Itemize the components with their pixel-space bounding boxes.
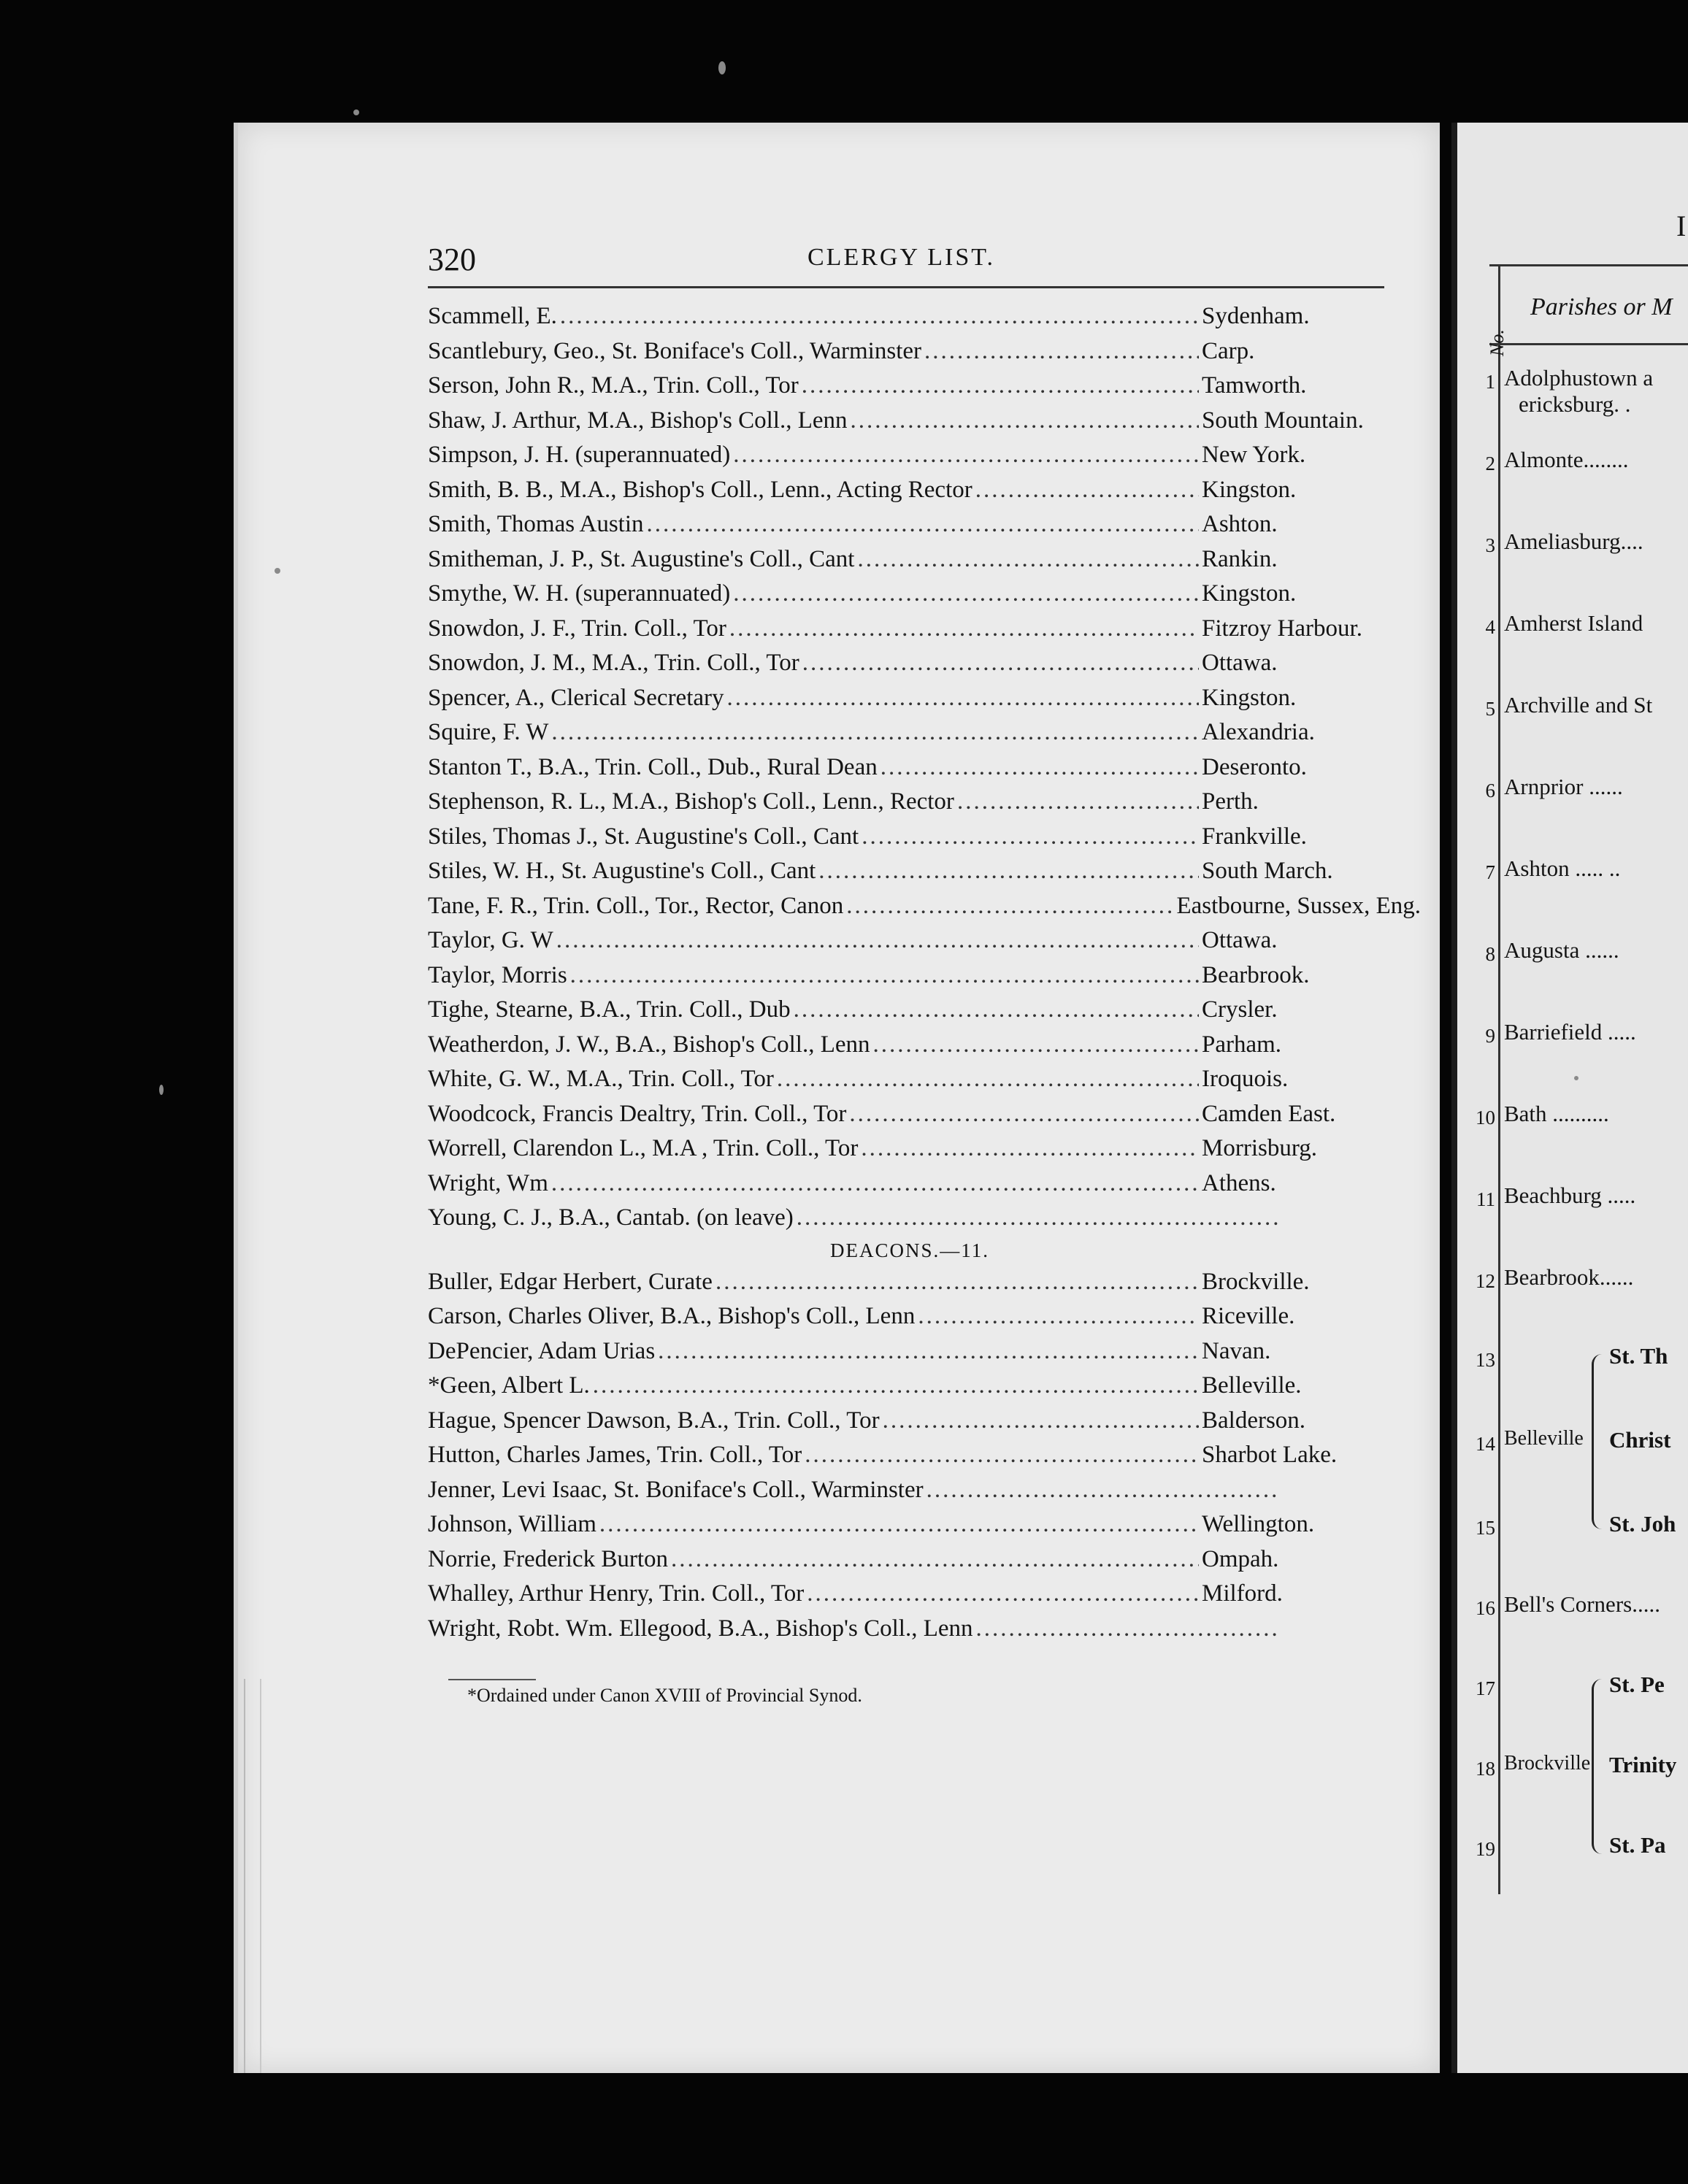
clergy-name: Taylor, G. W [428, 927, 553, 953]
footnote-rule [448, 1679, 536, 1680]
clergy-name: Snowdon, J. M., M.A., Trin. Coll., Tor [428, 650, 799, 676]
leader-dots [556, 923, 1199, 958]
clergy-name: Jenner, Levi Isaac, St. Boniface's Coll., Warminster [428, 1476, 924, 1503]
parish-name: Beachburg ..... [1504, 1183, 1636, 1208]
right-table-column-rule [1498, 266, 1500, 1894]
leader-dots [849, 1097, 1199, 1132]
parish-number: 5 [1485, 698, 1495, 720]
clergy-name: Worrell, Clarendon L., M.A , Trin. Coll., Tor [428, 1135, 859, 1161]
clergy-place: Ottawa. [1202, 927, 1278, 953]
parish-name: Ashton ..... .. [1504, 855, 1621, 881]
clergy-place: Fitzroy Harbour. [1202, 615, 1362, 642]
clergy-place: Milford. [1202, 1580, 1283, 1607]
clergy-name: DePencier, Adam Urias [428, 1337, 656, 1364]
clergy-place: Kingston. [1202, 580, 1297, 607]
clergy-place: Balderson. [1202, 1407, 1306, 1434]
clergy-name: Smitheman, J. P., St. Augustine's Coll., Cant [428, 545, 855, 572]
clergy-entry [428, 1265, 1421, 1300]
leader-dots [729, 612, 1199, 647]
leader-dots [851, 404, 1199, 439]
parish-number: 8 [1485, 943, 1495, 965]
leader-dots [857, 542, 1199, 577]
clergy-entry [428, 1166, 1421, 1201]
clergy-name: Weatherdon, J. W., B.A., Bishop's Coll., Lenn [428, 1031, 870, 1058]
clergy-place: Sharbot Lake. [1202, 1442, 1338, 1468]
leader-dots [861, 1131, 1199, 1166]
leader-dots [794, 993, 1199, 1028]
clergy-place: Brockville. [1202, 1268, 1310, 1295]
clergy-place: Camden East. [1202, 1100, 1336, 1127]
parish-name: Brockville [1504, 1752, 1591, 1774]
parish-name: St. Pe [1609, 1672, 1665, 1697]
parish-name: Barriefield ..... [1504, 1019, 1636, 1045]
clergy-entry [428, 612, 1421, 647]
leader-dots [733, 577, 1199, 612]
clergy-name: Carson, Charles Oliver, B.A., Bishop's Coll., Lenn [428, 1303, 916, 1329]
leader-dots [733, 438, 1199, 473]
leader-dots [802, 646, 1199, 681]
parish-number: 16 [1476, 1597, 1495, 1619]
clergy-entry [428, 334, 1421, 369]
parish-number: 18 [1476, 1758, 1495, 1780]
leader-dots [927, 1473, 1279, 1508]
clergy-place: Carp. [1202, 337, 1255, 364]
clergy-place: Iroquois. [1202, 1066, 1289, 1092]
clergy-entry [428, 854, 1421, 889]
parish-name: St. Joh [1609, 1511, 1676, 1537]
clergy-entry [428, 715, 1421, 750]
parish-name-continued: ericksburg. . [1519, 391, 1631, 417]
clergy-place: Parham. [1202, 1031, 1282, 1058]
brace-mark [1592, 1679, 1604, 1854]
page-number: 320 [428, 242, 476, 277]
clergy-entry [428, 1028, 1421, 1063]
running-title: CLERGY LIST. [807, 244, 995, 271]
clergy-entry [428, 577, 1421, 612]
clergy-place: Deseronto. [1202, 753, 1307, 780]
clergy-name: Scammell, E. [428, 303, 557, 329]
clergy-name: Smith, Thomas Austin [428, 511, 644, 537]
clergy-name: Johnson, William [428, 1511, 596, 1537]
leader-dots [593, 1369, 1199, 1404]
leader-dots [873, 1028, 1199, 1063]
leader-dots [551, 1166, 1199, 1201]
clergy-place: Bearbrook. [1202, 961, 1310, 988]
leader-dots [807, 1577, 1199, 1612]
parish-name: Bearbrook...... [1504, 1264, 1634, 1290]
parish-number: 9 [1485, 1025, 1495, 1047]
parish-name: Adolphustown a [1504, 365, 1654, 391]
clergy-name: Smythe, W. H. (superannuated) [428, 580, 731, 607]
leader-dots [802, 369, 1199, 404]
clergy-place: Alexandria. [1202, 719, 1315, 745]
clergy-list [428, 299, 1421, 1646]
parish-number: 6 [1485, 780, 1495, 801]
clergy-place: Ottawa. [1202, 650, 1278, 676]
clergy-entry [428, 299, 1421, 334]
parishes-column-header: Parishes or M [1530, 293, 1673, 320]
clergy-place: Sydenham. [1202, 303, 1310, 329]
clergy-name: Smith, B. B., M.A., Bishop's Coll., Lenn., Acting Rector [428, 476, 972, 503]
clergy-name: Simpson, J. H. (superannuated) [428, 442, 731, 468]
leader-dots [862, 820, 1199, 855]
clergy-entry [428, 646, 1421, 681]
clergy-place: Ompah. [1202, 1545, 1279, 1572]
clergy-name: Taylor, Morris [428, 961, 567, 988]
page-edge [244, 1679, 261, 2073]
clergy-entry [428, 1507, 1421, 1542]
clergy-place: Kingston. [1202, 476, 1297, 503]
clergy-name: Hague, Spencer Dawson, B.A., Trin. Coll., Tor [428, 1407, 880, 1434]
clergy-name: White, G. W., M.A., Trin. Coll., Tor [428, 1066, 774, 1092]
parish-name: Bath .......... [1504, 1101, 1609, 1126]
leader-dots [818, 854, 1199, 889]
parish-number: 15 [1476, 1517, 1495, 1539]
deacons-heading: DEACONS.—11. [829, 1239, 989, 1261]
clergy-name: Woodcock, Francis Dealtry, Trin. Coll., Tor [428, 1100, 847, 1127]
clergy-place: Kingston. [1202, 684, 1297, 711]
clergy-name: Buller, Edgar Herbert, Curate [428, 1268, 713, 1295]
clergy-entry [428, 1299, 1421, 1334]
leader-dots [881, 750, 1199, 785]
clergy-entry [428, 1612, 1421, 1647]
leader-dots [647, 507, 1199, 542]
clergy-entry [428, 1369, 1421, 1404]
clergy-name: Stanton T., B.A., Trin. Coll., Dub., Rural Dean [428, 753, 878, 780]
clergy-name: Tane, F. R., Trin. Coll., Tor., Rector, Canon [428, 892, 844, 919]
clergy-entry [428, 681, 1421, 716]
parish-number: 14 [1476, 1433, 1495, 1455]
clergy-place: Navan. [1202, 1337, 1271, 1364]
clergy-entry [428, 1334, 1421, 1369]
clergy-entry [428, 1097, 1421, 1132]
parish-number: 17 [1476, 1677, 1495, 1699]
clergy-name: Stiles, W. H., St. Augustine's Coll., Cant [428, 858, 816, 884]
clergy-name: Scantlebury, Geo., St. Boniface's Coll., Warminster [428, 337, 922, 364]
clergy-name: Stiles, Thomas J., St. Augustine's Coll., Cant [428, 823, 859, 850]
parish-name: Almonte........ [1504, 447, 1629, 472]
clergy-name: Hutton, Charles James, Trin. Coll., Tor [428, 1442, 802, 1468]
parish-name: Amherst Island [1504, 610, 1643, 636]
clergy-name: Whalley, Arthur Henry, Trin. Coll., Tor [428, 1580, 805, 1607]
clergy-place: Eastbourne, Sussex, Eng. [1176, 892, 1421, 919]
leader-dots [797, 1201, 1279, 1236]
clergy-entry [428, 438, 1421, 473]
clergy-entry [428, 1201, 1421, 1236]
parish-number: 7 [1485, 861, 1495, 883]
clergy-entry [428, 785, 1421, 820]
right-table-header-rule [1489, 343, 1688, 345]
clergy-place: Belleville. [1202, 1372, 1302, 1399]
clergy-name: Stephenson, R. L., M.A., Bishop's Coll., Lenn., Rector [428, 788, 954, 815]
page-header [428, 239, 1384, 288]
clergy-entry [428, 369, 1421, 404]
right-table-top-rule [1489, 264, 1688, 266]
clergy-name: Wright, Robt. Wm. Ellegood, B.A., Bishop's Coll., Lenn [428, 1615, 973, 1642]
leader-dots [658, 1334, 1199, 1369]
clergy-place: Athens. [1202, 1169, 1276, 1196]
brace-mark [1592, 1354, 1604, 1529]
clergy-entry [428, 820, 1421, 855]
parish-number: 3 [1485, 534, 1495, 556]
clergy-name: Shaw, J. Arthur, M.A., Bishop's Coll., Lenn [428, 407, 848, 434]
clergy-entry [428, 473, 1421, 508]
parish-number: 10 [1476, 1107, 1495, 1128]
parish-number: 19 [1476, 1838, 1495, 1860]
clergy-place: New York. [1202, 442, 1306, 468]
parish-number: 2 [1485, 453, 1495, 474]
clergy-name: Tighe, Stearne, B.A., Trin. Coll., Dub [428, 996, 791, 1023]
clergy-entry [428, 750, 1421, 785]
clergy-place: Rankin. [1202, 545, 1278, 572]
no-column-header: No. [1486, 329, 1508, 356]
parish-name: St. Pa [1609, 1832, 1666, 1858]
parish-name: St. Th [1609, 1343, 1668, 1369]
parish-name: Augusta ...... [1504, 937, 1619, 963]
clergy-entry [428, 993, 1421, 1028]
clergy-entry [428, 958, 1421, 993]
clergy-entry [428, 1542, 1421, 1577]
dust-speck [275, 568, 280, 574]
clergy-entry [428, 1062, 1421, 1097]
parish-name: Belleville [1504, 1427, 1584, 1450]
footnote: *Ordained under Canon XVIII of Provincial Synod. [467, 1685, 862, 1706]
parish-name: Archville and St [1504, 692, 1653, 718]
clergy-place: South March. [1202, 858, 1333, 884]
clergy-place: Morrisburg. [1202, 1135, 1317, 1161]
clergy-entry [428, 507, 1421, 542]
clergy-entry [428, 889, 1421, 924]
leader-dots [777, 1062, 1199, 1097]
leader-dots [918, 1299, 1199, 1334]
church-name: Christ [1609, 1427, 1671, 1453]
leader-dots [924, 334, 1199, 369]
clergy-entry [428, 1438, 1421, 1473]
clergy-entry [428, 923, 1421, 958]
clergy-entry [428, 542, 1421, 577]
dust-speck [353, 109, 359, 115]
clergy-place: Riceville. [1202, 1303, 1295, 1329]
clergy-entry [428, 1131, 1421, 1166]
leader-dots [716, 1265, 1199, 1300]
dust-speck [718, 61, 726, 74]
dust-speck [159, 1085, 164, 1095]
church-name: Trinity [1609, 1752, 1677, 1777]
clergy-place: South Mountain. [1202, 407, 1364, 434]
leader-dots [727, 681, 1199, 716]
clergy-place: Crysler. [1202, 996, 1278, 1023]
clergy-name: Serson, John R., M.A., Trin. Coll., Tor [428, 372, 799, 399]
parish-number: 1 [1485, 371, 1495, 393]
clergy-name: Snowdon, J. F., Trin. Coll., Tor [428, 615, 726, 642]
leader-dots [671, 1542, 1199, 1577]
leader-dots [599, 1507, 1199, 1542]
clergy-name: Squire, F. W [428, 719, 549, 745]
parish-number: 13 [1476, 1349, 1495, 1371]
parish-name: Arnprior ...... [1504, 774, 1623, 799]
parish-name: Bell's Corners..... [1504, 1591, 1660, 1617]
leader-dots [957, 785, 1199, 820]
parish-number: 4 [1485, 616, 1495, 638]
clergy-name: Spencer, A., Clerical Secretary [428, 684, 724, 711]
leader-dots [570, 958, 1199, 993]
clergy-entry [428, 1473, 1421, 1508]
clergy-place: Frankville. [1202, 823, 1307, 850]
leader-dots [976, 1612, 1280, 1647]
clergy-entry [428, 1404, 1421, 1439]
clergy-name: Norrie, Frederick Burton [428, 1545, 668, 1572]
parish-number: 11 [1476, 1188, 1495, 1210]
clergy-entry [428, 404, 1421, 439]
leader-dots [883, 1404, 1199, 1439]
leader-dots [551, 715, 1199, 750]
clergy-place: Wellington. [1202, 1511, 1315, 1537]
leader-dots [805, 1438, 1199, 1473]
clergy-name: Young, C. J., B.A., Cantab. (on leave) [428, 1204, 794, 1231]
parish-number: 12 [1476, 1270, 1495, 1292]
clergy-entry [428, 1577, 1421, 1612]
leader-dots [560, 299, 1199, 334]
right-page-head-mark: I [1676, 209, 1687, 242]
leader-dots [846, 889, 1173, 924]
clergy-name: Wright, Wm [428, 1169, 548, 1196]
dust-speck [1574, 1076, 1578, 1080]
clergy-place: Tamworth. [1202, 372, 1307, 399]
clergy-name: *Geen, Albert L. [428, 1372, 590, 1399]
clergy-place: Ashton. [1202, 511, 1278, 537]
leader-dots [975, 473, 1199, 508]
clergy-place: Perth. [1202, 788, 1259, 815]
parish-name: Ameliasburg.... [1504, 528, 1643, 554]
